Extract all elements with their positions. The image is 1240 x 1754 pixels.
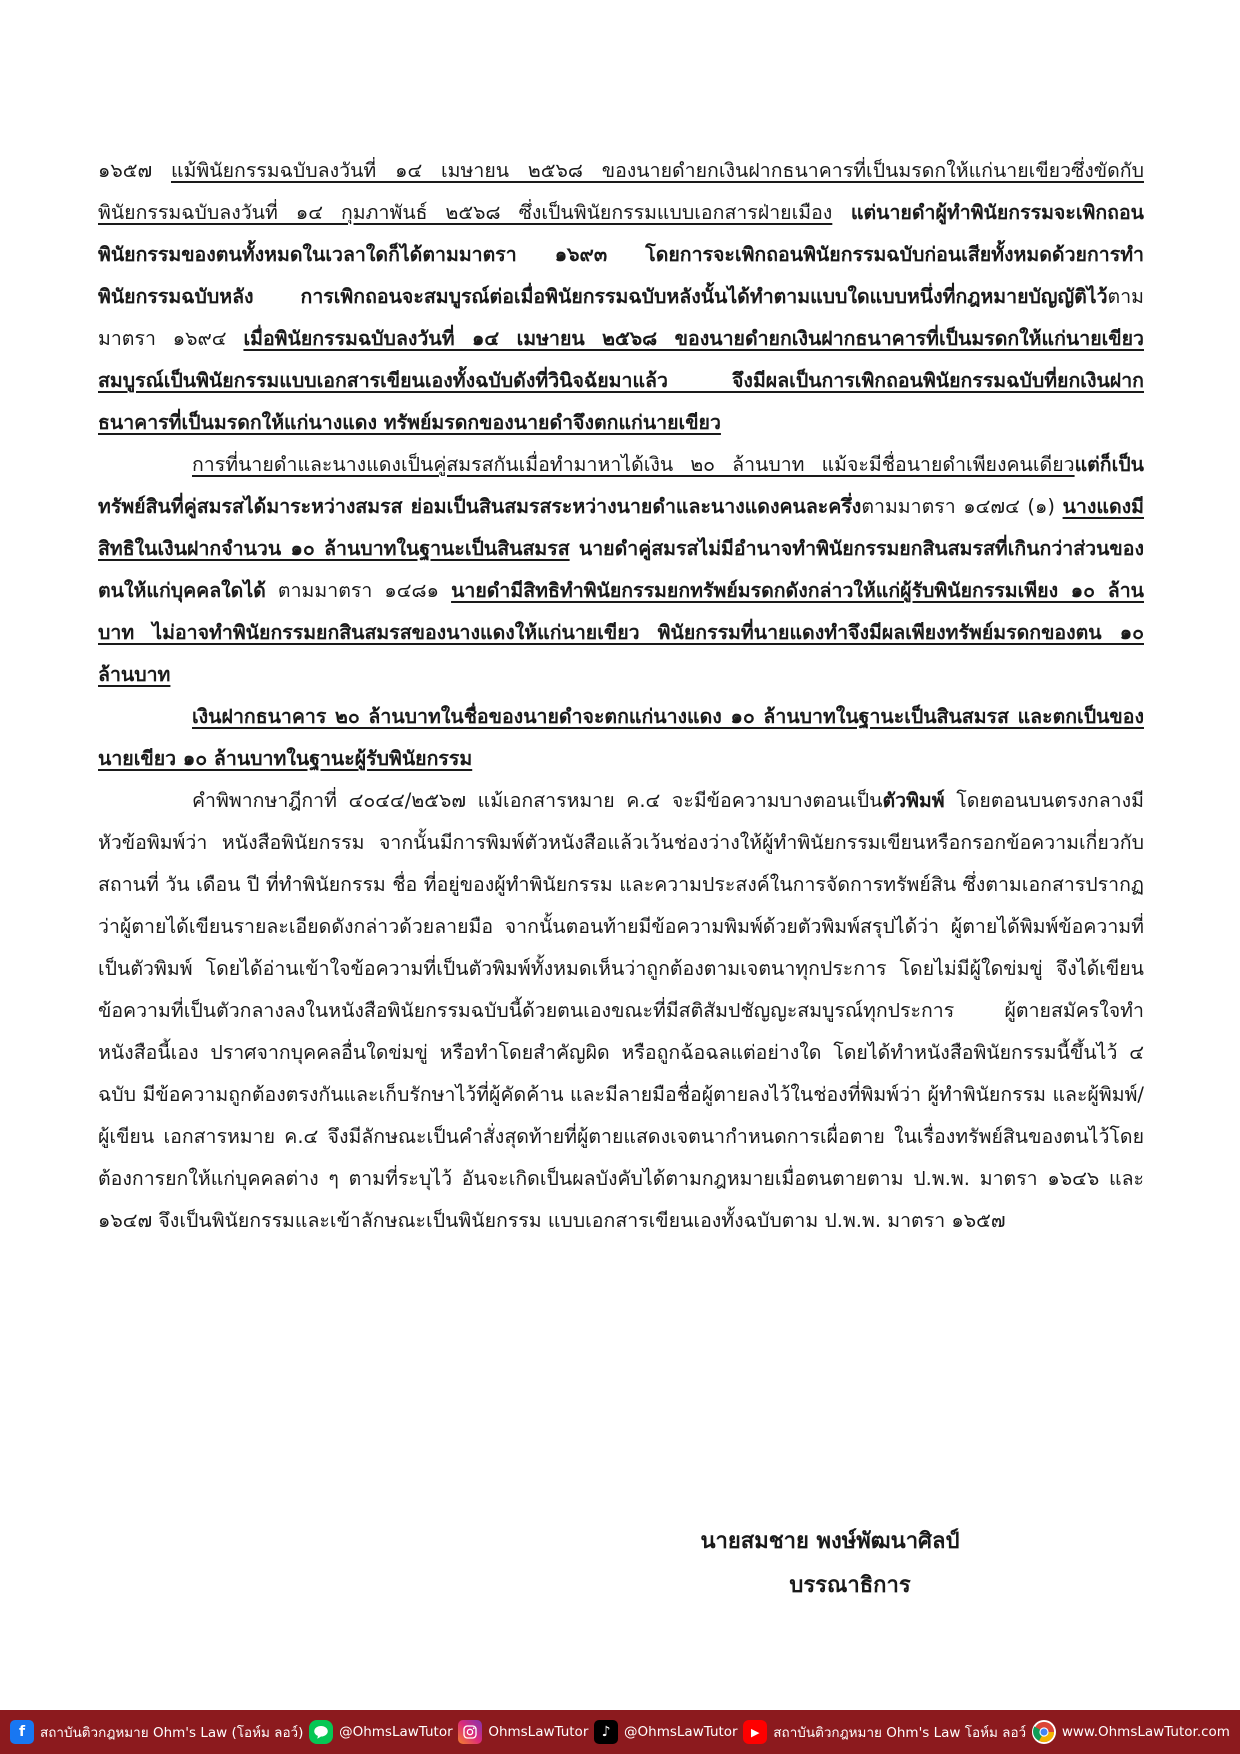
footer-youtube-text: สถาบันติวกฎหมาย Ohm's Law โอห์ม ลอว์ — [773, 1725, 1027, 1741]
text-segment: เงินฝากธนาคาร ๒๐ ล้านบาทในชื่อของนายดำจะตกแก่นางแดง ๑๐ ล้านบาทในฐานะเป็นสินสมรส และตกเป็นของนายเขียว ๑๐ ล้านบาทในฐานะผู้รับพินัยกรรม — [98, 705, 1144, 770]
footer-youtube[interactable] — [743, 1720, 1026, 1744]
text-segment: แต่ก็เป็นทรัพย์สินที่คู่สมรสได้มาระหว่างสมรส ย่อมเป็นสินสมรสระหว่างนายดำและนางแดงคนละครึ่ง — [98, 453, 1144, 518]
footer-tiktok[interactable] — [594, 1720, 738, 1744]
text-segment: แต่นายดำผู้ทำพินัยกรรมจะเพิกถอนพินัยกรรมของตนทั้งหมดในเวลาใดก็ได้ตามมาตรา ๑๖๙๓ โดยการจะเพิกถอนพินัยกรรมฉบับก่อนเสียทั้งหมดด้วยการทำพินัยกรรมฉบับหลัง การเพิกถอนจะสมบูรณ์ต่อเมื่อพินัยกรรมฉบับหลังนั้นได้ทำตามแบบใดแบบหนึ่งที่กฎหมายบัญญัติไว้ — [98, 201, 1144, 308]
paragraph — [98, 444, 1144, 696]
footer-website-text: www.OhmsLawTutor.com — [1061, 1724, 1230, 1740]
footer-bar — [0, 1710, 1240, 1754]
footer-facebook[interactable] — [10, 1720, 303, 1744]
text-segment: โดยตอนบนตรงกลางมีหัวข้อพิมพ์ว่า หนังสือพินัยกรรม จากนั้นมีการพิมพ์ตัวหนังสือแล้วเว้นช่องว่างให้ผู้ทำพินัยกรรมเขียนหรือกรอกข้อความเกี่ยวกับสถานที่ วัน เดือน ปี ที่ทำพินัยกรรม ชื่อ ที่อยู่ของผู้ทำพินัยกรรม และความประสงค์ในการจัดการทรัพย์สิน ซึ่งตามเอกสารปรากฏว่าผู้ตายได้เขียนรายละเอียดดังกล่าวด้วยลายมือ จากนั้นตอนท้ายมีข้อความพิมพ์ด้วยตัวพิมพ์สรุปได้ว่า ผู้ตายได้พิมพ์ข้อความที่เป็นตัวพิมพ์ โดยได้อ่านเข้าใจข้อความที่เป็นตัวพิมพ์ทั้งหมดเห็นว่าถูกต้องตามเจตนาทุกประการ โดยไม่มีผู้ใดข่มขู่ จึงได้เขียนข้อความที่เป็นตัวกลางลงในหนังสือพินัยกรรมฉบับนี้ด้วยตนเองขณะที่มีสติสัมปชัญญะสมบูรณ์ทุกประการ ผู้ตายสมัครใจทำหนังสือนี้เอง ปราศจากบุคคลอื่นใดข่มขู่ หรือทำโดยสำคัญผิด หรือถูกฉ้อฉลแต่อย่างใด โดยได้ทำหนังสือพินัยกรรมนี้ขึ้นไว้ ๔ ฉบับ มีข้อความถูกต้องตรงกันและเก็บรักษาไว้ที่ผู้คัดค้าน และมีลายมือชื่อผู้ตายลงไว้ในช่องที่พิมพ์ว่า ผู้ทำพินัยกรรม และผู้พิมพ์/ผู้เขียน เอกสารหมาย ค.๔ จึงมีลักษณะเป็นคำสั่งสุดท้ายที่ผู้ตายแสดงเจตนากำหนดการเผื่อตาย ในเรื่องทรัพย์สินของตนไว้โดยต้องการยกให้แก่บุคคลต่าง ๆ ตามที่ระบุไว้ อันจะเกิดเป็นผลบังคับได้ตามกฎหมายเมื่อตนตายตาม ป.พ.พ. มาตรา ๑๖๔๖ และ ๑๖๔๗ จึงเป็นพินัยกรรมและเข้าลักษณะเป็นพินัยกรรม แบบเอกสารเขียนเองทั้งฉบับตาม ป.พ.พ. มาตรา ๑๖๕๗ — [98, 789, 1144, 1232]
text-segment: นางแดงมีสิทธิในเงินฝากจำนวน ๑๐ ล้านบาทในฐานะเป็นสินสมรส — [98, 495, 1144, 560]
footer-tiktok-text: @OhmsLawTutor — [624, 1724, 738, 1740]
text-segment: ๑๖๕๗ — [98, 159, 171, 182]
text-segment: ตามมาตรา ๑๖๙๔ — [98, 285, 1144, 350]
chrome-icon — [1032, 1720, 1056, 1744]
footer-website[interactable] — [1032, 1720, 1230, 1744]
text-segment: เมื่อพินัยกรรมฉบับลงวันที่ ๑๔ เมษายน ๒๕๖๘ ของนายดำยกเงินฝากธนาคารที่เป็นมรดกให้แก่นายเขียวสมบูรณ์เป็นพินัยกรรมแบบเอกสารเขียนเองทั้งฉบับดังที่วินิจฉัยมาแล้ว จึงมีผลเป็นการเพิกถอนพินัยกรรมฉบับที่ยกเงินฝากธนาคารที่เป็นมรดกให้แก่นางแดง ทรัพย์มรดกของนายดำจึงตกแก่นายเขียว — [98, 327, 1144, 434]
text-segment: คำพิพากษาฎีกาที่ ๔๐๔๔/๒๕๖๗ แม้เอกสารหมาย ค.๔ จะมีข้อความบางตอนเป็น — [192, 789, 883, 812]
text-segment: แม้พินัยกรรมฉบับลงวันที่ ๑๔ เมษายน ๒๕๖๘ ของนายดำยกเงินฝากธนาคารที่เป็นมรดกให้แก่นายเขียวซึ่งขัดกับพินัยกรรมฉบับลงวันที่ ๑๔ กุมภาพันธ์ ๒๕๖๘ ซึ่งเป็นพินัยกรรมแบบเอกสารฝ่ายเมือง — [98, 159, 1144, 224]
tiktok-icon: ♪ — [594, 1720, 618, 1744]
text-segment: ตามมาตรา ๑๔๗๔ (๑) — [861, 495, 1063, 518]
document-body — [98, 150, 1144, 1242]
instagram-icon — [458, 1720, 482, 1744]
footer-facebook-text: สถาบันติวกฎหมาย Ohm's Law (โอห์ม ลอว์) — [40, 1725, 304, 1741]
text-segment: นายดำคู่สมรสไม่มีอำนาจทำพินัยกรรมยกสินสมรสที่เกินกว่าส่วนของตนให้แก่บุคคลใดได้ — [98, 537, 1144, 602]
text-segment: นายดำมีสิทธิทำพินัยกรรมยกทรัพย์มรดกดังกล่าวให้แก่ผู้รับพินัยกรรมเพียง ๑๐ ล้านบาท ไม่อาจทำพินัยกรรมยกสินสมรสของนางแดงให้แก่นายเขียว พินัยกรรมที่นายแดงทำจึงมีผลเพียงทรัพย์มรดกของตน ๑๐ ล้านบาท — [98, 579, 1144, 686]
paragraph — [98, 780, 1144, 1242]
footer-instagram-text: OhmsLawTutor — [488, 1724, 589, 1740]
signature-name: นายสมชาย พงษ์พัฒนาศิลป์ — [700, 1529, 960, 1554]
signature-block — [620, 1520, 1040, 1608]
text-segment: ตามมาตรา ๑๔๘๑ — [265, 579, 452, 602]
signature-title: บรรณาธิการ — [789, 1573, 911, 1598]
facebook-icon: f — [10, 1720, 34, 1744]
footer-line-text: @OhmsLawTutor — [339, 1724, 453, 1740]
text-segment: การที่นายดำและนางแดงเป็นคู่สมรสกันเมื่อทำมาหาได้เงิน ๒๐ ล้านบาท แม้จะมีชื่อนายดำเพียงคนเดียว — [192, 453, 1075, 476]
paragraph — [98, 150, 1144, 444]
footer-instagram[interactable] — [458, 1720, 588, 1744]
footer-line[interactable] — [309, 1720, 453, 1744]
paragraph — [98, 696, 1144, 780]
line-icon — [309, 1720, 333, 1744]
youtube-icon: ▶ — [743, 1720, 767, 1744]
text-segment: ตัวพิมพ์ — [882, 789, 945, 812]
